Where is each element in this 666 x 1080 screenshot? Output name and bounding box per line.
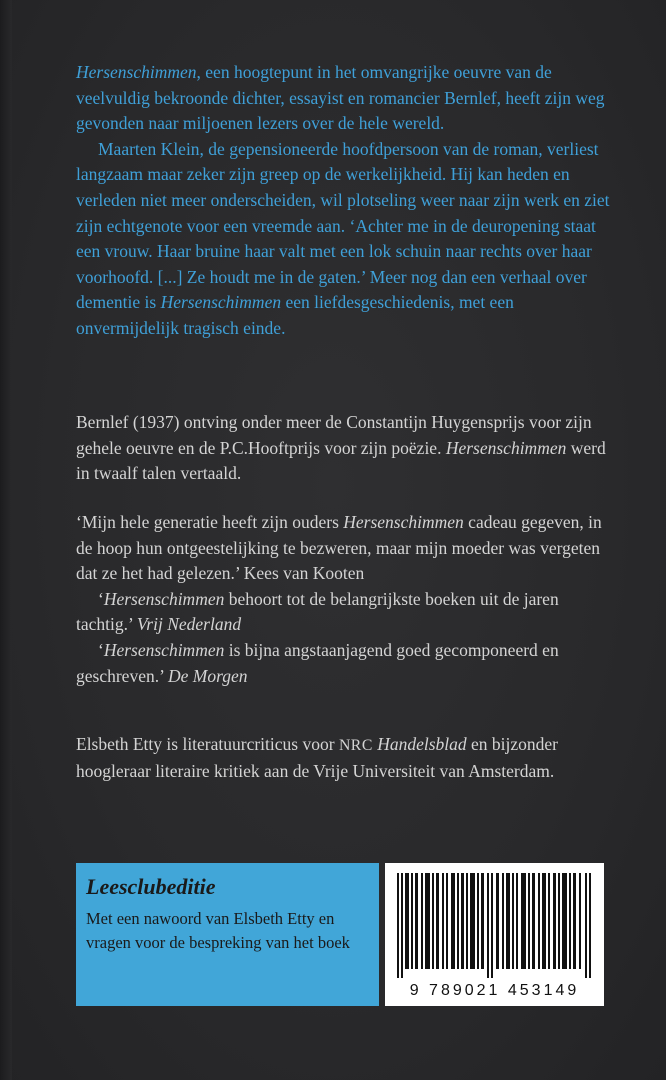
barcode xyxy=(385,863,604,1006)
quote-2 xyxy=(76,587,616,638)
book-title: Hersenschimmen xyxy=(343,512,464,532)
afterword-note xyxy=(76,732,616,784)
quote-1 xyxy=(76,510,616,587)
book-title: Hersenschimmen xyxy=(103,588,225,609)
quote-text: is bijna angstaanjagend goed gecomponeerd en geschreven.’ xyxy=(76,639,559,686)
book-title: Hersenschimmen xyxy=(103,639,225,660)
author-text: Bernlef (1937) ontving onder meer de Constantijn Huygensprijs voor zijn gehele oeuvre en de P.C.Hooftprijs voor zijn poëzie. xyxy=(76,412,592,458)
blurb xyxy=(76,60,616,342)
author-paragraph xyxy=(76,410,616,487)
edition-description: Met een nawoord van Elsbeth Etty en vragen voor de bespreking van het boek xyxy=(86,909,350,952)
blurb-paragraph-1 xyxy=(76,60,616,137)
book-title: Hersenschimmen xyxy=(160,292,282,313)
blurb-paragraph-2 xyxy=(76,137,616,342)
blurb-text: , een hoogtepunt in het omvangrijke oeuvre van de veelvuldig bekroonde dichter, essayist en romancier Bernlef, heeft zijn weg gevonden naar miljoenen lezers over de hele wereld. xyxy=(76,62,605,134)
quote-source: De Morgen xyxy=(168,665,248,686)
edition-label xyxy=(76,863,379,1006)
quote-3 xyxy=(76,638,616,689)
quote-text: ‘Mijn hele generatie heeft zijn ouders xyxy=(76,512,344,532)
edition-title: Leesclubeditie xyxy=(86,874,216,899)
quote-text: behoort tot de belangrijkste boeken uit de jaren tachtig.’ xyxy=(76,588,559,635)
quote-mark: ‘ xyxy=(98,639,104,660)
afterword-paragraph xyxy=(76,732,616,784)
isbn-number: 9 789021 453149 xyxy=(409,982,580,999)
spine-edge xyxy=(0,0,12,1080)
barcode-bars xyxy=(395,873,594,978)
author-text: werd in twaalf talen vertaald. xyxy=(76,437,606,484)
newspaper-abbr: NRC xyxy=(338,737,373,754)
book-title: Hersenschimmen xyxy=(445,437,567,458)
author-bio xyxy=(76,410,616,487)
blurb-text: Maarten Klein, de gepensioneerde hoofdpersoon van de roman, verliest langzaam maar zeker zijn greep op de werkelijkheid. Hij kan heden en verleden niet meer onderscheiden, wil plotseling weer naar zijn werk en ziet zijn echtgenote voor een vreemde aan. ‘Achter me in de deuropening staat een vrouw. Haar bruine haar valt met een lok schuin naar rechts over haar voorhoofd. [...] Ze houdt me in de gaten.’ Meer nog dan een verhaal over dementie is xyxy=(76,138,610,313)
blurb-text: een liefdesgeschiedenis, met een onvermijdelijk tragisch einde. xyxy=(76,292,514,338)
quote-mark: ‘ xyxy=(98,588,104,609)
quote-text: cadeau gegeven, in de hoop hun ontgeestelijking te bezweren, maar mijn moeder was vergeten dat ze het had gelezen.’ Kees van Kooten xyxy=(76,512,602,584)
press-quotes xyxy=(76,510,616,689)
afterword-text: Elsbeth Etty is literatuurcriticus voor xyxy=(76,734,339,754)
book-title: Hersenschimmen xyxy=(76,62,197,82)
newspaper-name: Handelsblad xyxy=(377,734,467,754)
afterword-text: en bijzonder hoogleraar literaire kritiek aan de Vrije Universiteit van Amsterdam. xyxy=(76,734,559,781)
quote-source: Vrij Nederland xyxy=(136,614,242,635)
